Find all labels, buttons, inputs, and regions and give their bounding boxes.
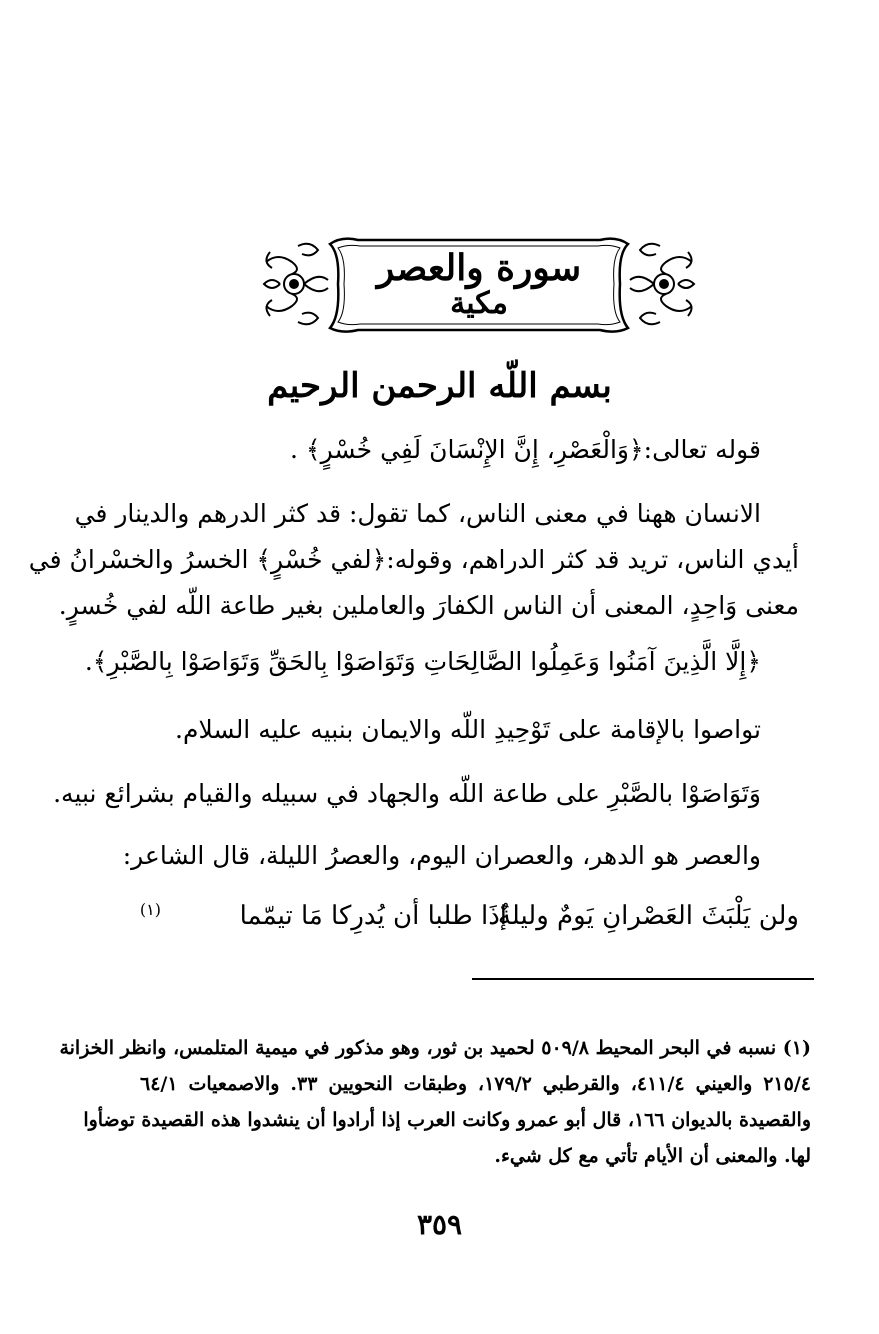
- verse-second-hemistich: إذَا طلبا أن يُدرِكا مَا تيمّما: [239, 901, 507, 931]
- text-line-3: أيدي الناس، تريد قد كثر الدراهم، وقوله:﴿لفي خُسْرٍ﴾ الخسرُ والخسْرانُ في: [28, 545, 799, 574]
- surah-subtitle: مكية: [450, 286, 508, 321]
- text-line-6: تواصوا بالإقامة على تَوْحِيدِ اللّه والايمان بنبيه عليه السلام.: [175, 715, 761, 744]
- surah-title: سورة والعصر: [376, 247, 582, 289]
- footnote-line-3: والقصيدة بالديوان ١٦٦، قال أبو عمرو وكانت العرب إذا أرادوا أن ينشدوا هذه القصيدة توضأوا: [83, 1109, 811, 1131]
- text-line-4: معنى وَاحِدٍ، المعنى أن الناس الكفارَ والعاملين بغير طاعة اللّه لفي خُسرٍ.: [58, 591, 799, 620]
- footnote-line-4: لها. والمعنى أن الأيام تأتي مع كل شيء.: [494, 1145, 811, 1167]
- footnote-divider: [472, 978, 814, 980]
- page-number: ٣٥٩: [416, 1208, 463, 1241]
- surah-header: [258, 232, 700, 338]
- text-line-2: الانسان ههنا في معنى الناس، كما تقول: قد كثر الدرهم والدينار في: [74, 499, 761, 528]
- footnote-marker: (١): [139, 900, 161, 919]
- footnote-line-1: (١) نسبه في البحر المحيط ٥٠٩/٨ لحميد بن ثور، وهو مذكور في ميمية المتلمس، وانظر الخزانة: [59, 1037, 811, 1059]
- text-line-7: وَتَوَاصَوْا بالصَّبْرِ على طاعة اللّه والجهاد في سبيله والقيام بشرائع نبيه.: [53, 779, 761, 808]
- footnote-line-2: ٢١٥/٤ والعيني ٤١١/٤، والقرطبي ١٧٩/٢، وطبقات النحويين ٣٣. والاصمعيات ٦٤/١: [140, 1073, 811, 1095]
- text-line-1: قوله تعالى:﴿وَالْعَصْرِ، إِنَّ الإِنْسَانَ لَفِي خُسْرٍ﴾ .: [290, 435, 761, 464]
- text-line-8: والعصر هو الدهر، والعصران اليوم، والعصرُ الليلة، قال الشاعر:: [122, 841, 761, 870]
- verse-first-hemistich: ولن يَلْبَثَ العَصْرانِ يَومٌ وليلةٌ: [497, 901, 799, 931]
- text-line-5: ﴿إِلَّا الَّذِينَ آمَنُوا وَعَمِلُوا الصَّالِحَاتِ وَتَوَاصَوْا بِالحَقِّ وَتَوَاصَوْا بِالصَّبْرِ﴾.: [84, 647, 761, 676]
- basmala: بسم اللّه الرحمن الرحيم: [267, 366, 612, 406]
